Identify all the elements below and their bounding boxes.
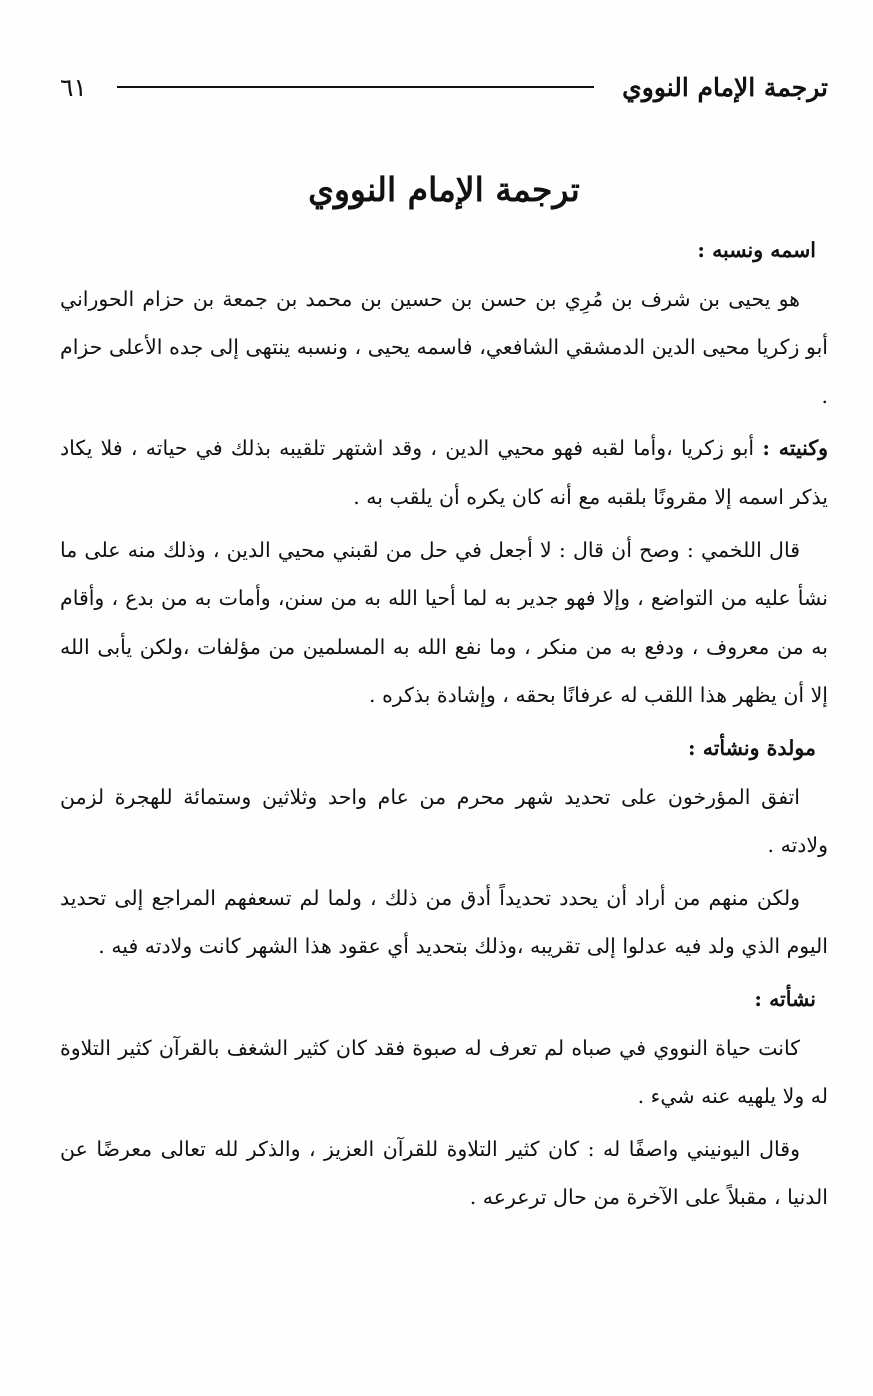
page-number: ٦١ [60, 72, 87, 102]
label-kunya: وكنيته : [762, 436, 828, 461]
heading-upbringing: نشأته : [754, 986, 816, 1011]
paragraph-upbringing-2: وقال اليونيني واصفًا له : كان كثير التلاوة للقرآن العزيز ، والذكر لله تعالى معرضًا عن الدنيا ، مقبلاً على الآخرة من حال ترعرعه . [60, 1136, 828, 1210]
body-text [60, 226, 828, 1226]
heading-name-lineage: اسمه ونسبه : [697, 238, 816, 262]
heading-birth: مولدة ونشأته : [688, 735, 816, 760]
paragraph-birth-2: ولكن منهم من أراد أن يحدد تحديداً أدق من ذلك ، ولما لم تسعفهم المراجع إلى تحديد اليوم الذي ولد فيه عدلوا إلى تقريبه ،وذلك بتحديد أي عقود هذا الشهر كانت ولادته فيه . [60, 885, 828, 959]
running-header [60, 62, 828, 112]
paragraph-kunya [60, 424, 828, 521]
paragraph-upbringing-1: كانت حياة النووي في صباه لم تعرف له صبوة فقد كان كثير الشغف بالقرآن كثير التلاوة له ولا يلهيه عنه شيء . [60, 1035, 828, 1109]
header-rule [117, 86, 594, 88]
running-title: ترجمة الإمام النووي [622, 72, 828, 102]
paragraph-name-lineage: هو يحيى بن شرف بن مُرِي بن حسن بن حسين بن محمد بن جمعة بن حزام الحوراني أبو زكريا محيى الدين الدمشقي الشافعي، فاسمه يحيى ، ونسبه ينتهى إلى جده الأعلى حزام . [60, 286, 828, 408]
paragraph-lakhmi-quote: قال اللخمي : وصح أن قال : لا أجعل في حل من لقبني محيي الدين ، وذلك منه على ما نشأ عليه من التواضع ، وإلا فهو جدير به لما أحيا الله به من سنن، وأمات به من بدع ، وأقام به من معروف ، ودفع به من منكر ، وما نفع الله به المسلمين من مؤلفات ،ولكن يأبى الله إلا أن يظهر هذا اللقب له عرفانًا بحقه ، وإشادة بذكره . [60, 537, 828, 708]
kunya-text: أبو زكريا ،وأما لقبه فهو محيي الدين ، وقد اشتهر تلقيبه بذلك في حياته ، فلا يكاد يذكر اسمه إلا مقرونًا بلقبه مع أنه كان يكره أن يلقب به . [60, 436, 828, 509]
page-title: ترجمة الإمام النووي [308, 170, 580, 209]
paragraph-birth-1: اتفق المؤرخون على تحديد شهر محرم من عام واحد وثلاثين وستمائة للهجرة لزمن ولادته . [60, 784, 828, 858]
